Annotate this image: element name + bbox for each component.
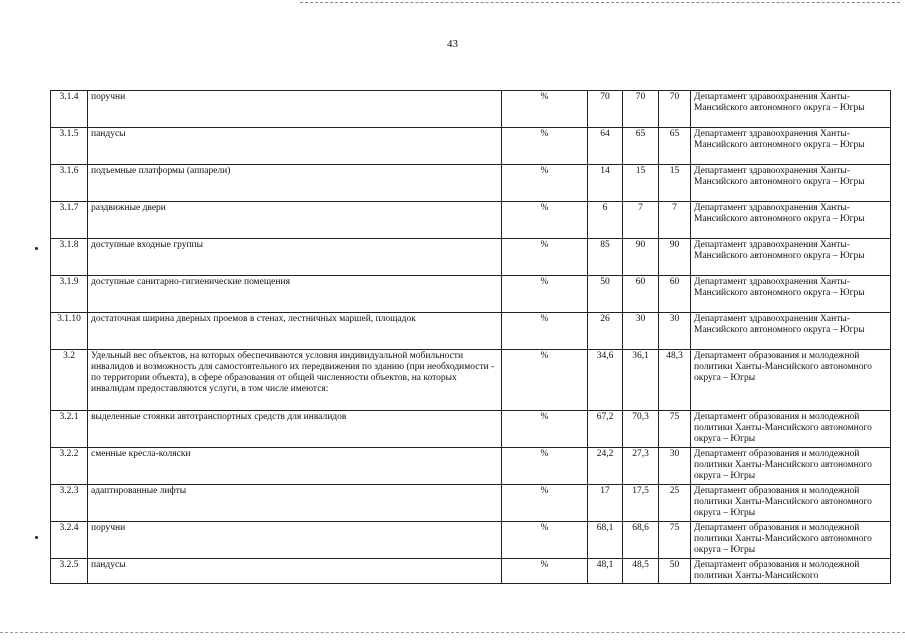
table-row <box>51 411 891 448</box>
table-row <box>51 202 891 239</box>
value-2: 68,6 <box>623 522 659 559</box>
value-3: 48,3 <box>659 350 691 411</box>
table-row <box>51 485 891 522</box>
responsible-body: Департамент здравоохранения Ханты-Мансийского автономного округа – Югры <box>691 202 891 239</box>
row-number: 3.2.5 <box>51 559 88 584</box>
unit-cell: % <box>502 239 588 276</box>
value-1: 48,1 <box>588 559 623 584</box>
value-2: 90 <box>623 239 659 276</box>
unit-cell: % <box>502 165 588 202</box>
value-1: 50 <box>588 276 623 313</box>
row-number: 3.2.2 <box>51 448 88 485</box>
value-2: 36,1 <box>623 350 659 411</box>
value-1: 70 <box>588 91 623 128</box>
value-1: 67,2 <box>588 411 623 448</box>
responsible-body: Департамент здравоохранения Ханты-Мансийского автономного округа – Югры <box>691 91 891 128</box>
unit-cell: % <box>502 522 588 559</box>
unit-cell: % <box>502 313 588 350</box>
row-number: 3.1.6 <box>51 165 88 202</box>
value-3: 60 <box>659 276 691 313</box>
responsible-body: Департамент образования и молодежной политики Ханты-Мансийского автономного округа – Югры <box>691 522 891 559</box>
value-1: 14 <box>588 165 623 202</box>
table-row <box>51 91 891 128</box>
indicator-name: сменные кресла-коляски <box>88 448 502 485</box>
row-number: 3.2.3 <box>51 485 88 522</box>
table-body <box>51 91 891 584</box>
responsible-body: Департамент здравоохранения Ханты-Мансийского автономного округа – Югры <box>691 276 891 313</box>
table-row <box>51 313 891 350</box>
unit-cell: % <box>502 411 588 448</box>
value-2: 17,5 <box>623 485 659 522</box>
unit-cell: % <box>502 91 588 128</box>
row-number: 3.1.4 <box>51 91 88 128</box>
table-row <box>51 350 891 411</box>
value-1: 6 <box>588 202 623 239</box>
value-1: 64 <box>588 128 623 165</box>
margin-mark <box>35 247 38 250</box>
value-3: 70 <box>659 91 691 128</box>
table-row <box>51 522 891 559</box>
indicator-name: пандусы <box>88 559 502 584</box>
indicator-name: доступные входные группы <box>88 239 502 276</box>
responsible-body: Департамент здравоохранения Ханты-Мансийского автономного округа – Югры <box>691 128 891 165</box>
responsible-body: Департамент здравоохранения Ханты-Мансийского автономного округа – Югры <box>691 165 891 202</box>
margin-mark <box>35 536 38 539</box>
value-1: 17 <box>588 485 623 522</box>
value-3: 30 <box>659 448 691 485</box>
value-3: 15 <box>659 165 691 202</box>
row-number: 3.2.1 <box>51 411 88 448</box>
value-3: 50 <box>659 559 691 584</box>
value-1: 34,6 <box>588 350 623 411</box>
responsible-body: Департамент образования и молодежной политики Ханты-Мансийского автономного округа – Югры <box>691 350 891 411</box>
indicator-name: выделенные стоянки автотранспортных средств для инвалидов <box>88 411 502 448</box>
row-number: 3.1.5 <box>51 128 88 165</box>
value-3: 25 <box>659 485 691 522</box>
row-number: 3.1.8 <box>51 239 88 276</box>
indicator-name: подъемные платформы (аппарели) <box>88 165 502 202</box>
responsible-body: Департамент здравоохранения Ханты-Мансийского автономного округа – Югры <box>691 313 891 350</box>
value-1: 68,1 <box>588 522 623 559</box>
indicator-name: Удельный вес объектов, на которых обеспечиваются условия индивидуальной мобильности инвалидов и возможность для самостоятельного их передвижения по зданию (при необходимости - по территории объекта), в сфере образования от общей численности объектов, на которых инвалидам предоставляются услуги, в том числе имеются: <box>88 350 502 411</box>
table-row <box>51 448 891 485</box>
row-number: 3.1.10 <box>51 313 88 350</box>
row-number: 3.2.4 <box>51 522 88 559</box>
value-3: 75 <box>659 411 691 448</box>
unit-cell: % <box>502 485 588 522</box>
value-3: 7 <box>659 202 691 239</box>
table-row <box>51 559 891 584</box>
value-2: 30 <box>623 313 659 350</box>
indicator-name: адаптированные лифты <box>88 485 502 522</box>
value-3: 65 <box>659 128 691 165</box>
value-1: 26 <box>588 313 623 350</box>
table-row <box>51 239 891 276</box>
unit-cell: % <box>502 448 588 485</box>
responsible-body: Департамент образования и молодежной политики Ханты-Мансийского автономного округа – Югры <box>691 411 891 448</box>
value-2: 48,5 <box>623 559 659 584</box>
value-2: 70 <box>623 91 659 128</box>
responsible-body: Департамент образования и молодежной политики Ханты-Мансийского <box>691 559 891 584</box>
table-row <box>51 165 891 202</box>
indicator-name: пандусы <box>88 128 502 165</box>
unit-cell: % <box>502 559 588 584</box>
value-2: 65 <box>623 128 659 165</box>
unit-cell: % <box>502 202 588 239</box>
row-number: 3.1.7 <box>51 202 88 239</box>
indicator-table <box>50 90 891 584</box>
value-3: 75 <box>659 522 691 559</box>
value-3: 90 <box>659 239 691 276</box>
value-2: 70,3 <box>623 411 659 448</box>
value-3: 30 <box>659 313 691 350</box>
value-2: 15 <box>623 165 659 202</box>
responsible-body: Департамент здравоохранения Ханты-Мансийского автономного округа – Югры <box>691 239 891 276</box>
row-number: 3.1.9 <box>51 276 88 313</box>
indicator-name: поручни <box>88 91 502 128</box>
value-1: 24,2 <box>588 448 623 485</box>
unit-cell: % <box>502 350 588 411</box>
value-2: 7 <box>623 202 659 239</box>
unit-cell: % <box>502 276 588 313</box>
table-row <box>51 276 891 313</box>
unit-cell: % <box>502 128 588 165</box>
value-2: 27,3 <box>623 448 659 485</box>
scan-edge-top <box>300 2 900 3</box>
indicator-name: раздвижные двери <box>88 202 502 239</box>
scan-edge-bottom <box>0 632 905 633</box>
page-number: 43 <box>447 38 458 50</box>
responsible-body: Департамент образования и молодежной политики Ханты-Мансийского автономного округа – Югры <box>691 448 891 485</box>
indicator-name: доступные санитарно-гигиенические помещения <box>88 276 502 313</box>
table-row <box>51 128 891 165</box>
row-number: 3.2 <box>51 350 88 411</box>
responsible-body: Департамент образования и молодежной политики Ханты-Мансийского автономного округа – Югры <box>691 485 891 522</box>
indicator-name: достаточная ширина дверных проемов в стенах, лестничных маршей, площадок <box>88 313 502 350</box>
indicator-name: поручни <box>88 522 502 559</box>
value-2: 60 <box>623 276 659 313</box>
value-1: 85 <box>588 239 623 276</box>
